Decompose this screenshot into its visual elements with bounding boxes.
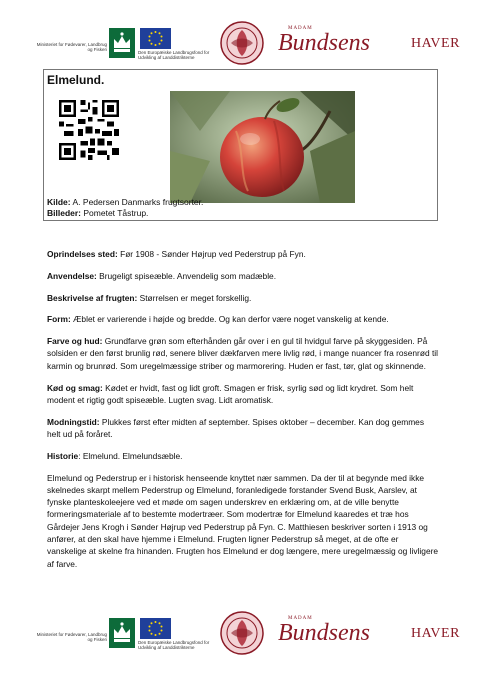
section-history	[47, 450, 439, 462]
section-text: Æblet er varierende i højde og bredde. Og kan derfor være noget vanskelig at kende.	[70, 314, 389, 325]
apple-photo	[170, 91, 355, 203]
section-label: Beskrivelse af frugten:	[47, 292, 138, 303]
eu-text: Den Europæiske Landbrugsfond for Udvikling af Landdistrikterne	[138, 640, 210, 650]
qr-code-icon[interactable]	[59, 100, 119, 160]
source-value: A. Pedersen Danmarks frugtsorter.	[70, 197, 204, 207]
section-origin	[47, 248, 439, 260]
section-text: Kødet er hvidt, fast og lidt groft. Smagen er frisk, syrlig sød og lidt krydret. Som helt modent et rigtig godt spiseæble. Lugten svag. Lidt aromatisk.	[47, 382, 414, 405]
ministry-text: Ministeriet for Fødevarer, Landbrug og Fiskeri	[36, 632, 107, 642]
section-color	[47, 335, 439, 372]
description-body	[47, 248, 439, 579]
section-label: Farve og hud:	[47, 336, 103, 347]
brand-logo	[268, 614, 468, 650]
section-text: Plukkes først efter midten af september. Spises oktober – december. Kan dog gemmes helt ud på foråret.	[47, 416, 425, 439]
section-flesh	[47, 382, 439, 407]
eu-flag-icon	[140, 28, 171, 49]
section-label: Oprindelses sted:	[47, 249, 118, 259]
seal-logo-icon	[219, 20, 265, 66]
seal-logo-icon	[219, 610, 265, 656]
section-label: Form:	[47, 314, 71, 325]
section-label: Modningstid:	[47, 416, 100, 427]
section-label: Kød og smag:	[47, 382, 103, 393]
eu-flag-icon	[140, 618, 171, 639]
crown-logo-icon	[109, 618, 135, 648]
section-text: Brugeligt spiseæble. Anvendelig som madæble.	[96, 270, 277, 281]
variety-card	[43, 69, 438, 221]
brand-logo	[268, 24, 468, 60]
section-usage	[47, 270, 439, 282]
section-shape	[47, 313, 439, 325]
section-label: Historie	[47, 450, 79, 461]
history-paragraph: Elmelund og Pederstrup er i historisk henseende knyttet nær sammen. Da der til at begynde med ikke skelnedes skarpt mellem Pederstrup og Elmelund, foranledigede forstander Svend Busk, Aarslev, at fynske planteskoleejere ved et møde om sagen underskrev en erklæring om, at de ville benytte formeringsmateriale af to bestemte modertræer. Som modertræ for Elmelund kaaredes et træ hos Gårdejer Jens Krogh i Sønder Højrup ved Pederstrup på Fyn. C. Matthiesen beskriver sorten i 1913 og anfører, at den skal have hjemme i Elmelund. Frugten ligner Pederstrup så meget, at de ofte er vanskelige at skelne fra hinanden. Frugten hos Elmelund er dog længere, mere uregelmæssig og livligere af farve.	[47, 472, 439, 569]
section-text: Før 1908 - Sønder Højrup ved Pederstrup på Fyn.	[117, 249, 306, 259]
ministry-text: Ministeriet for Fødevarer, Landbrug og Fiskeri	[36, 42, 107, 52]
section-ripening	[47, 416, 439, 441]
brand-name: Bundsens	[278, 30, 370, 56]
footer-logos	[0, 608, 480, 654]
source-credit	[47, 197, 203, 207]
images-value: Pometet Tåstrup.	[81, 208, 149, 218]
brand-madam: MADAM	[288, 26, 313, 31]
section-fruit	[47, 292, 439, 304]
header-logos	[0, 18, 480, 64]
images-label: Billeder:	[47, 208, 82, 218]
section-label: Anvendelse:	[47, 270, 97, 281]
page-title: Elmelund.	[47, 73, 105, 87]
brand-name: Bundsens	[278, 620, 370, 646]
brand-haver: HAVER	[411, 36, 460, 51]
crown-logo-icon	[109, 28, 135, 58]
eu-text: Den Europæiske Landbrugsfond for Udvikling af Landdistrikterne	[138, 50, 210, 60]
brand-haver: HAVER	[411, 626, 460, 641]
source-label: Kilde:	[47, 197, 71, 207]
section-text: Størrelsen er meget forskellig.	[137, 292, 252, 303]
brand-madam: MADAM	[288, 616, 313, 621]
section-text: Grundfarve grøn som efterhånden går over i en gul til hvidgul farve på skyggesiden. På solsiden er den først brunlig rød, senere bliver dækfarven mere livlig rød, i mange nuancer fra rosenrød til karmin og brunrød. Som uregelmæssige striber og marmorering. Huden er fast, tør, glat og skinnende.	[47, 336, 438, 371]
images-credit	[47, 208, 148, 218]
section-text: : Elmelund. Elmelundsæble.	[78, 450, 183, 461]
